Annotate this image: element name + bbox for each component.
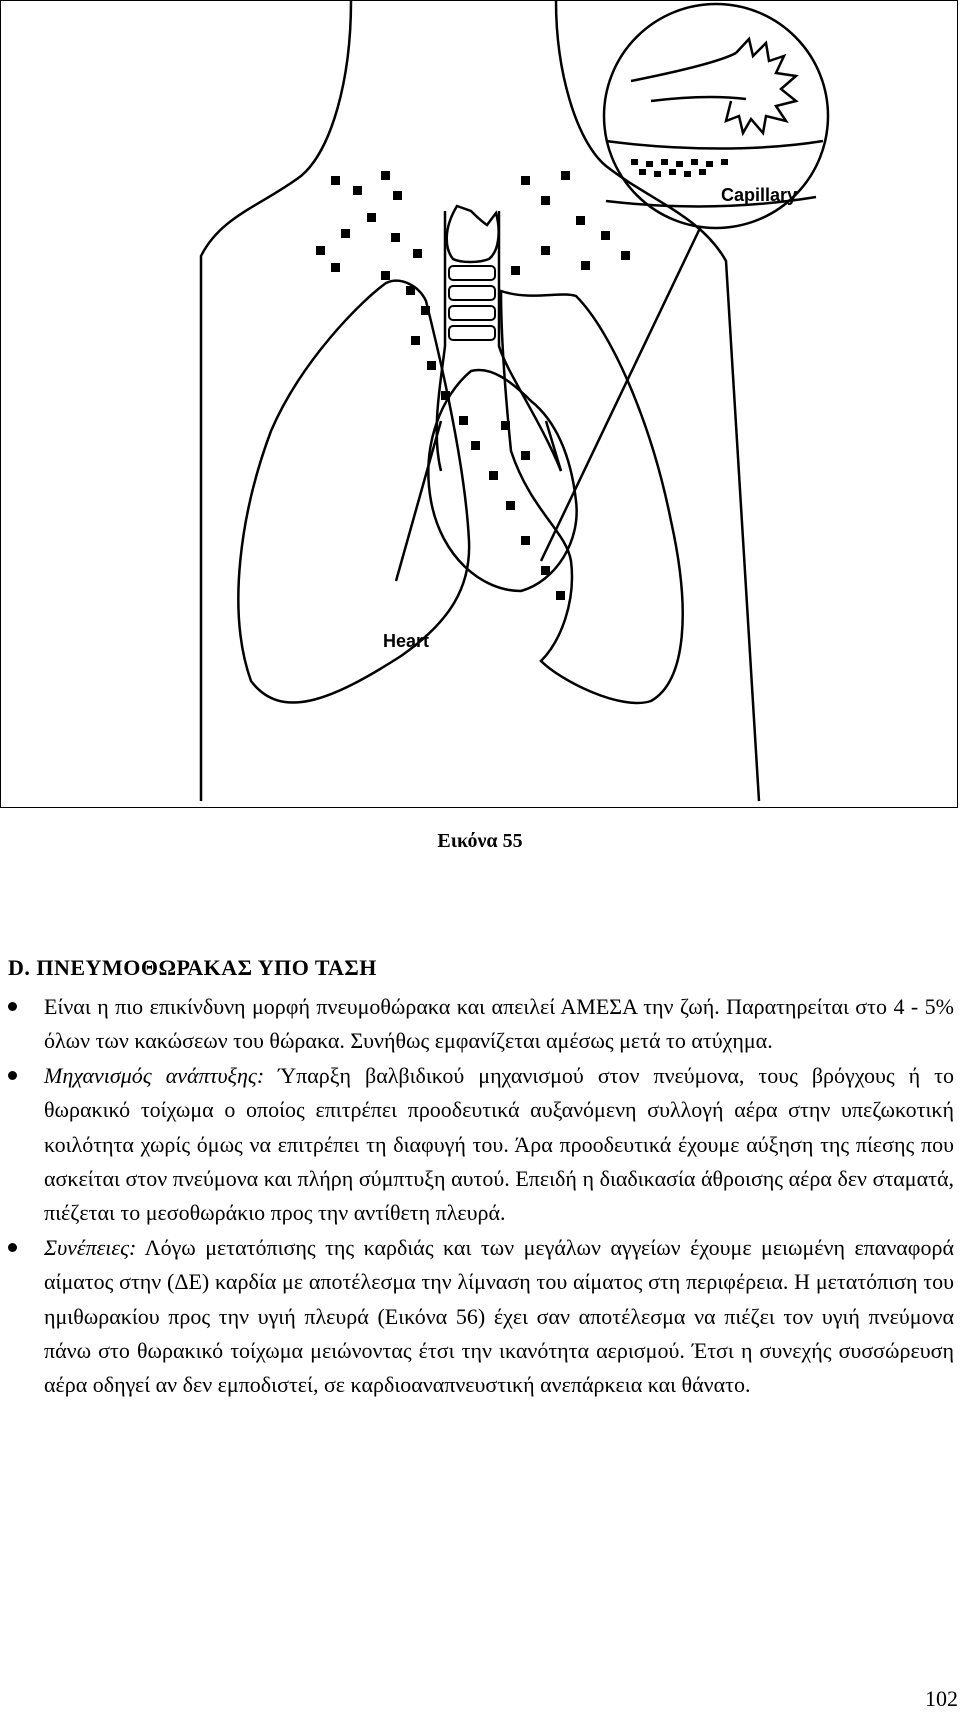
- left-lung-outline: [238, 281, 469, 703]
- alveolus-burst: [726, 39, 796, 133]
- bullet-dot: [8, 1071, 17, 1080]
- alveoli-tube-lower: [651, 97, 746, 101]
- neck-left-outline: [201, 1, 351, 801]
- capillary-label: Capillary: [721, 185, 798, 205]
- capillary-pointer: [541, 226, 701, 561]
- bullet-dot: [8, 1002, 17, 1011]
- bullet-text: Ύπαρξη βαλβιδικού μηχανισμού στον πνεύμονα, τους βρόγχους ή το θωρακικό τοίχωμα ο οποίος επιτρέπει προοδευτικά αυξανόμενη συλλογή αέρα στην υπεζωκοτική κοιλότητα χωρίς όμως να επιτρέπει τη διαφυγή του. Άρα προοδευτικά έχουμε αύξηση της πίεσης που ασκείται στον πνεύμονα και πλήρη σύμπτυξη αυτού. Επειδή η διαδικασία άθροισης αέρα δεν σταματά, πιέζεται το μεσοθωράκιο προς την αντίθετη πλευρά.: [44, 1062, 954, 1226]
- heart-outline: [428, 370, 576, 591]
- larynx: [447, 206, 499, 262]
- figure-caption: Εικόνα 55: [437, 830, 523, 852]
- bullet-text: Είναι η πιο επικίνδυνη μορφή πνευμοθώρακα και απειλεί ΑΜΕΣΑ την ζωή. Παρατηρείται στο 4 - 5% όλων των κακώσεων του θώρακα. Συνήθως εμφανίζεται αμέσως μετά το ατύχημα.: [44, 994, 954, 1054]
- heart-label: Heart: [383, 631, 430, 651]
- chest-anatomy-diagram: [1, 1, 959, 809]
- bullet-lead: Συνέπειες:: [44, 1234, 137, 1260]
- figure-frame: [0, 0, 958, 808]
- section-heading: D. ΠΝΕΥΜΟΘΩΡΑΚΑΣ ΥΠΟ ΤΑΣΗ: [8, 955, 377, 980]
- alveoli-tube-upper: [631, 53, 736, 81]
- list-item: [8, 990, 954, 1059]
- air-dots: [316, 171, 630, 600]
- tracheal-rings: [449, 266, 495, 340]
- list-item: [8, 1059, 954, 1231]
- bullet-lead: Μηχανισμός ανάπτυξης:: [44, 1062, 265, 1088]
- bullet-list: [8, 990, 954, 1403]
- list-item: [8, 1231, 954, 1403]
- bullet-dot: [8, 1243, 17, 1252]
- page-number: 102: [925, 1686, 958, 1711]
- capillary-cells: [631, 159, 728, 177]
- heart-pointer: [396, 421, 441, 581]
- capillary-wall-upper: [606, 141, 823, 149]
- bullet-text: Λόγω μετατόπισης της καρδιάς και των μεγάλων αγγείων έχουμε μειωμένη επαναφορά αίματος στην (ΔΕ) καρδία με αποτέλεσμα την λίμναση του αίματος στη περιφέρεια. Η μετατόπιση του ημιθωρακίου προς την υγιή πλευρά (Εικόνα 56) έχει σαν αποτέλεσμα να πιέζει τον υγιή πνεύμονα πάνω στο θωρακικό τοίχωμα μειώνοντας έτσι την ικανότητα αερισμού. Έτσι η συνεχής συσσώρευση αέρα οδηγεί αν δεν εμποδιστεί, σε καρδιοαναπνευστική ανεπάρκεια και θάνατο.: [44, 1234, 954, 1398]
- right-lung-outline: [501, 291, 683, 703]
